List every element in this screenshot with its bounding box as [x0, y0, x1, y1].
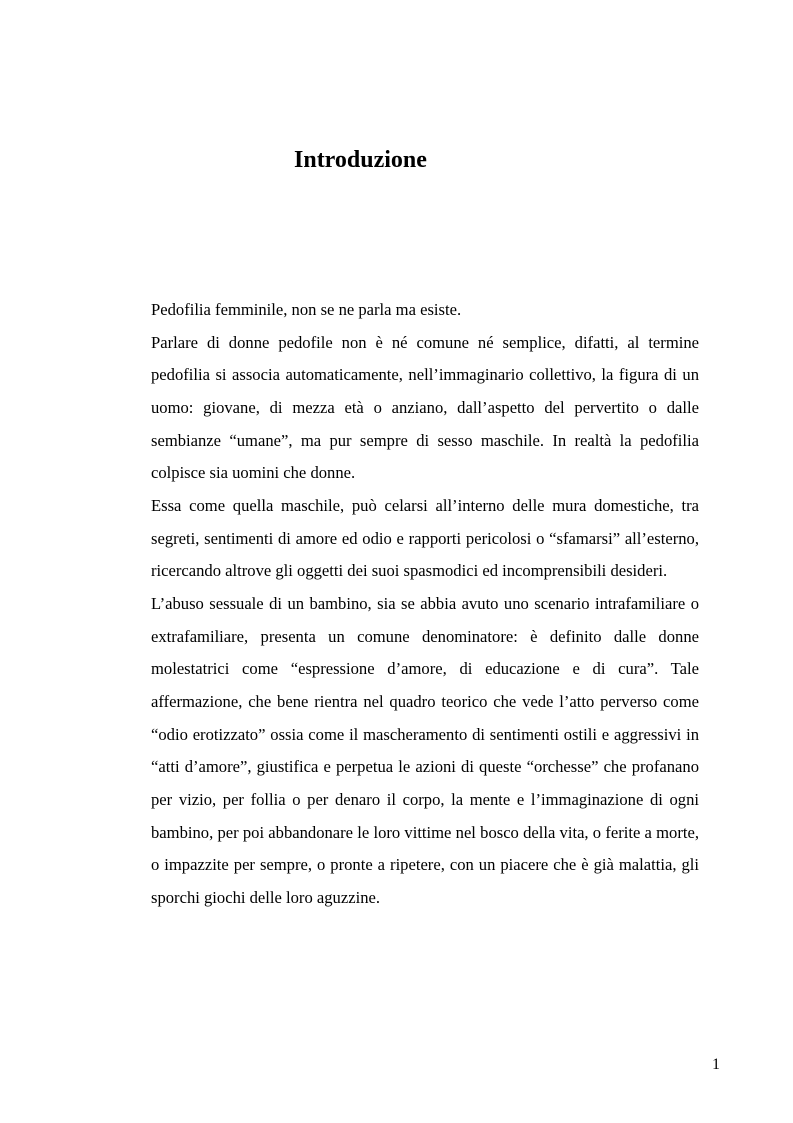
paragraph-4: L’abuso sessuale di un bambino, sia se abbia avuto uno scenario intrafamiliare o extrafamiliare, presenta un comune denominatore: è definito dalle donne molestatrici come “espressione d’amore, di educazione e di cura”. Tale affermazione, che bene rientra nel quadro teorico che vede l’atto perverso come “odio erotizzato” ossia come il mascheramento di sentimenti ostili e aggressivi in “atti d’amore”, giustifica e perpetua le azioni di queste “orchesse” che profanano per vizio, per follia o per denaro il corpo, la mente e l’immaginazione di ogni bambino, per poi abbandonare le loro vittime nel bosco della vita, o ferite a morte, o impazzite per sempre, o pronte a ripetere, con un piacere che è già malattia, gli sporchi giochi delle loro aguzzine.: [151, 593, 699, 907]
body-text: [151, 294, 699, 914]
paragraph-2: Parlare di donne pedofile non è né comune né semplice, difatti, al termine pedofilia si associa automaticamente, nell’immaginario collettivo, la figura di un uomo: giovane, di mezza età o anziano, dall’aspetto del pervertito o dalle sembianze “umane”, ma pur sempre di sesso maschile. In realtà la pedofilia colpisce sia uomini che donne.: [151, 332, 699, 483]
paragraph-1: Pedofilia femminile, non se ne parla ma esiste.: [151, 300, 462, 319]
page-title: Introduzione: [294, 147, 427, 173]
page-number: 1: [712, 1056, 720, 1073]
paragraph-3: Essa come quella maschile, può celarsi all’interno delle mura domestiche, tra segreti, sentimenti di amore ed odio e rapporti pericolosi o “sfamarsi” all’esterno, ricercando altrove gli oggetti dei suoi spasmodici ed incomprensibili desideri.: [151, 495, 699, 581]
